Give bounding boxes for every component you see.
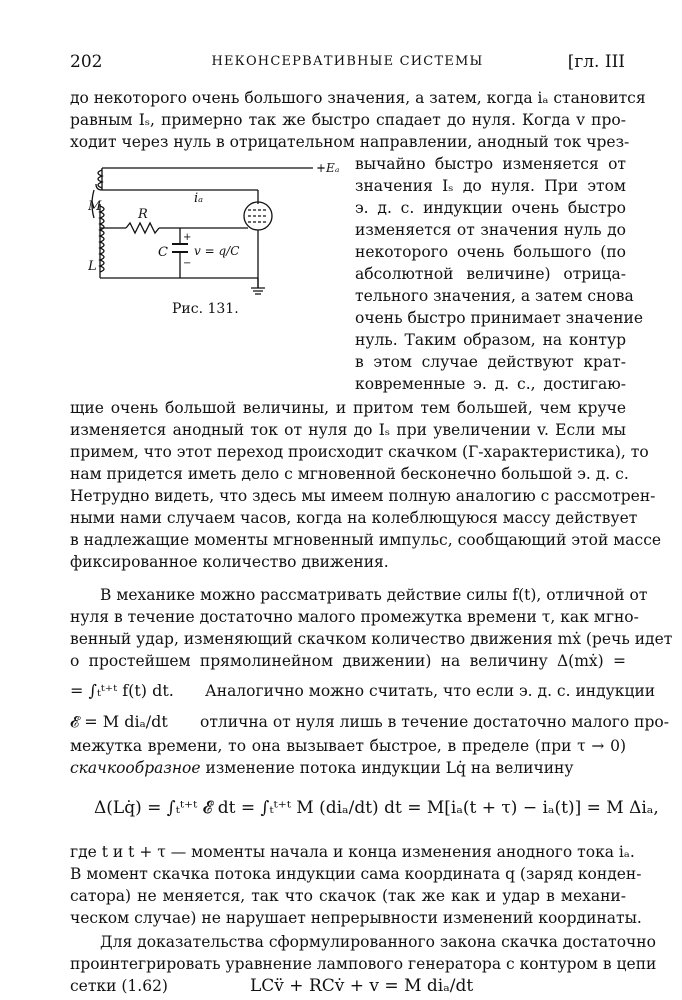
text-line: изменяется от значения нуль до	[355, 221, 626, 239]
page-header	[70, 52, 625, 74]
resistor	[126, 223, 159, 233]
text-line: примем, что этот переход происходит скачком (Г-характеристика), то	[70, 443, 649, 461]
text-line: Нетрудно видеть, что здесь мы имеем полную аналогию с рассмотрен-	[70, 487, 656, 505]
italic-term: скачкообразное	[70, 759, 201, 777]
text-line: сатора) не меняется, так что скачок (так же как и удар в механи-	[70, 887, 626, 905]
text-line: межутка времени, то она вызывает быстрое, в пределе (при τ → 0)	[70, 737, 626, 755]
text-line: тельного значения, а затем снова	[355, 287, 634, 305]
text-line: равным Iₛ, примерно так же быстро спадает до нуля. Когда v про-	[70, 111, 626, 129]
text-line: Аналогично можно считать, что если э. д. с. индукции	[205, 682, 656, 700]
ground	[251, 278, 265, 294]
text-line: значения Iₛ до нуля. При этом	[355, 177, 626, 195]
text-line	[70, 758, 626, 779]
text-line: ковременные э. д. с., достигаю-	[355, 375, 626, 393]
resistance-label: R	[138, 207, 148, 222]
capacitor	[172, 244, 188, 252]
text-line: ческом случае) не нарушает непрерывности изменений координаты.	[70, 909, 642, 927]
text-line: отлична от нуля лишь в течение достаточно малого про-	[200, 713, 669, 731]
voltage-label: v = q/C	[194, 244, 240, 258]
text-line: сетки (1.62)	[70, 977, 168, 995]
text-line: в надлежащие моменты мгновенный импульс, сообщающий этой массе	[70, 531, 662, 549]
text-line: ходит через нуль в отрицательном направлении, анодный ток чрез-	[70, 133, 630, 151]
integral-equation: = ∫ₜᵗ⁺ᵗ f(t) dt.	[70, 681, 174, 700]
text-span: изменение потока индукции Lq̇ на величину	[205, 759, 574, 777]
plus-sign: +	[183, 232, 192, 243]
text-line: где t и t + τ — моменты начала и конца изменения анодного тока iₐ.	[70, 843, 635, 861]
mutual-label: M	[88, 199, 102, 214]
text-line: проинтегрировать уравнение лампового генератора с контуром в цепи	[70, 955, 657, 973]
supply-label: +Eₐ	[316, 161, 340, 175]
flux-jump-equation: Δ(Lq̇) = ∫ₜᵗ⁺ᵗ 𝓔 dt = ∫ₜᵗ⁺ᵗ M (diₐ/dt) dt = M[iₐ(t + τ) − iₐ(t)] = M Δiₐ,	[94, 798, 659, 818]
text-line: В механике можно рассматривать действие силы f(t), отличной от	[100, 586, 648, 604]
text-line: нуль. Таким образом, на контур	[355, 331, 626, 349]
text-line: венный удар, изменяющий скачком количество движения mẋ (речь идет	[70, 630, 673, 648]
capacitance-label: C	[158, 245, 168, 260]
text-line: некоторого очень большого (по	[355, 243, 626, 261]
circuit-diagram	[88, 160, 350, 300]
text-line: абсолютной величине) отрица-	[355, 265, 626, 283]
figure-caption: Рис. 131.	[172, 301, 239, 317]
text-line: щие очень большой величины, и притом тем большей, чем круче	[70, 399, 626, 417]
text-line: Для доказательства сформулированного закона скачка достаточно	[100, 933, 656, 951]
text-line: о простейшем прямолинейном движении) на величину Δ(mẋ) =	[70, 652, 626, 670]
text-line: В момент скачка потока индукции сама координата q (заряд конден-	[70, 865, 642, 883]
text-line: очень быстро принимает значение	[355, 309, 644, 327]
text-line: до некоторого очень большого значения, а затем, когда iₐ становится	[70, 89, 646, 107]
inductance-label: L	[88, 259, 97, 274]
text-line: э. д. с. индукции очень быстро	[355, 199, 626, 217]
text-line: изменяется анодный ток от нуля до Iₛ при увеличении v. Если мы	[70, 421, 626, 439]
text-line: нам придется иметь дело с мгновенной бесконечно большой э. д. с.	[70, 465, 629, 483]
generator-equation: LCv̈ + RCv̇ + v = M diₐ/dt	[250, 976, 474, 996]
text-line: в этом случае действуют крат-	[355, 353, 626, 371]
text-line: вычайно быстро изменяется от	[355, 155, 626, 173]
current-label: iₐ	[194, 191, 204, 206]
page-number: 202	[70, 52, 103, 72]
text-line: фиксированное количество движения.	[70, 553, 389, 571]
chapter-label: [гл. III	[567, 52, 625, 72]
text-line: ными нами случаем часов, когда на колеблющуюся массу действует	[70, 509, 638, 527]
running-title: НЕКОНСЕРВАТИВНЫЕ СИСТЕМЫ	[211, 54, 484, 69]
text-line: нуля в течение достаточно малого промежутка времени τ, как мгно-	[70, 608, 639, 626]
minus-sign: −	[183, 258, 192, 269]
emf-equation: 𝓔 = M diₐ/dt	[70, 712, 168, 731]
